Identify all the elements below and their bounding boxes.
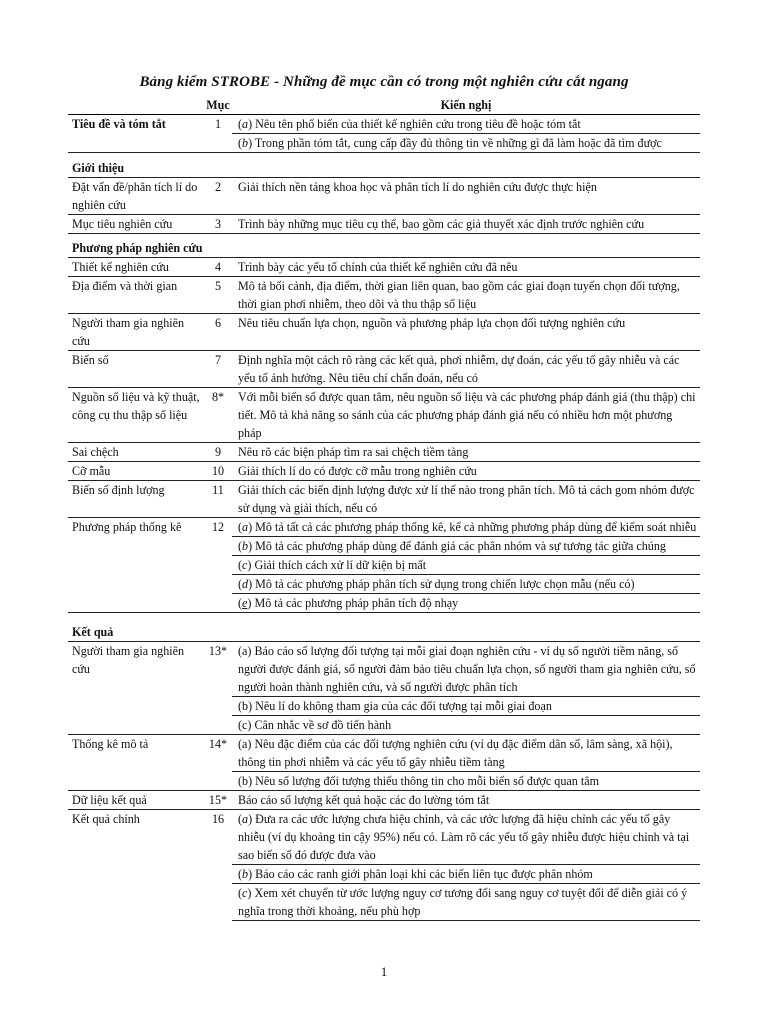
row-recommendation: (d) Mô tả các phương pháp phân tích sử dụng trong chiến lược chọn mẫu (nếu có): [232, 575, 700, 594]
row-recommendation: Giải thích nền tảng khoa học và phân tích lí do nghiên cứu được thực hiện: [232, 178, 700, 215]
row-item-number: 1: [214, 117, 222, 131]
row-item-number: 3: [204, 215, 232, 234]
row-topic: Dữ liệu kết quả: [68, 791, 204, 810]
page-title: Bảng kiểm STROBE - Những đề mục cần có trong một nghiên cứu cắt ngang: [139, 74, 629, 90]
row-item-number: 4: [204, 258, 232, 277]
table-row: [68, 277, 700, 314]
table-row: [68, 215, 700, 234]
row-recommendation: Mô tả bối cảnh, địa điểm, thời gian liên quan, bao gồm các giai đoạn tuyển chọn đối tượng, thời gian phơi nhiễm, theo dõi và thu thập số liệu: [232, 277, 700, 314]
row-recommendation: (b) Trong phần tóm tắt, cung cấp đầy đủ thông tin về những gì đã làm hoặc đã tìm được: [232, 134, 700, 153]
strobe-checklist-table: [68, 96, 700, 921]
header-item: Mục: [206, 98, 230, 112]
row-recommendation: (a) Báo cáo số lượng đối tượng tại mỗi giai đoạn nghiên cứu - ví dụ số người tiềm năng, số người được đánh giá, số người đảm bảo tiêu chuẩn lựa chọn, số người tham gia nghiên cứu, số người hoàn thành nghiên cứu, và số người được phân tích: [232, 642, 700, 697]
table-row: [68, 258, 700, 277]
row-recommendation: Nêu rõ các biện pháp tìm ra sai chệch tiềm tàng: [232, 443, 700, 462]
row-recommendation: (b) Nêu số lượng đối tượng thiếu thông tin cho mỗi biến số được quan tâm: [232, 772, 700, 791]
row-item-number: 6: [204, 314, 232, 351]
row-item-number: 2: [204, 178, 232, 215]
row-recommendation: Trình bày các yếu tố chính của thiết kế nghiên cứu đã nêu: [232, 258, 700, 277]
page-number: 1: [380, 964, 388, 979]
row-topic: Cỡ mẫu: [68, 462, 204, 481]
row-recommendation: Báo cáo số lượng kết quả hoặc các đo lường tóm tắt: [232, 791, 700, 810]
table-row: [68, 810, 700, 865]
row-topic: Nguồn số liệu và kỹ thuật, công cụ thu thập số liệu: [68, 388, 204, 443]
row-item-number: 10: [204, 462, 232, 481]
table-row: [68, 735, 700, 772]
table-row: [68, 481, 700, 518]
table-row: [68, 462, 700, 481]
row-item-number: 7: [204, 351, 232, 388]
row-topic: Người tham gia nghiên cứu: [68, 642, 204, 735]
table-row: [68, 115, 700, 134]
header-topic: [68, 96, 204, 115]
row-topic: Phương pháp thống kê: [68, 518, 204, 613]
row-recommendation: Với mỗi biến số được quan tâm, nêu nguồn số liệu và các phương pháp đánh giá (thu thập) chi tiết. Mô tả khả năng so sánh của các phương pháp đánh giá nếu có nhiều hơn một phương pháp: [232, 388, 700, 443]
row-topic: Địa điểm và thời gian: [68, 277, 204, 314]
row-recommendation: (c) Xem xét chuyển từ ước lượng nguy cơ tương đối sang nguy cơ tuyệt đối để diễn giải có ý nghĩa trong thời khoảng, nếu phù hợp: [232, 884, 700, 921]
row-recommendation: (e) Mô tả các phương pháp phân tích độ nhạy: [232, 594, 700, 613]
row-topic: Biến số định lượng: [68, 481, 204, 518]
row-topic: Kết quả chính: [68, 810, 204, 921]
row-recommendation: (a) Mô tả tất cả các phương pháp thống kê, kể cả những phương pháp dùng để kiểm soát nhiễu: [232, 518, 700, 537]
row-item-number: 14*: [204, 735, 232, 791]
row-recommendation: (b) Báo cáo các ranh giới phân loại khi các biến liên tục được phân nhóm: [232, 865, 700, 884]
row-item-number: 16: [204, 810, 232, 921]
row-topic: Sai chệch: [68, 443, 204, 462]
row-item-number: 8*: [204, 388, 232, 443]
section-heading: Phương pháp nghiên cứu: [68, 234, 700, 258]
table-row: [68, 178, 700, 215]
row-topic: Người tham gia nghiên cứu: [68, 314, 204, 351]
row-recommendation: (a) Nêu tên phổ biến của thiết kế nghiên cứu trong tiêu đề hoặc tóm tắt: [238, 117, 581, 131]
row-topic: Tiêu đề và tóm tắt: [72, 117, 166, 131]
row-item-number: 13*: [204, 642, 232, 735]
header-recommendation: Kiến nghị: [440, 98, 492, 112]
row-recommendation: Nêu tiêu chuẩn lựa chọn, nguồn và phương pháp lựa chọn đối tượng nghiên cứu: [232, 314, 700, 351]
table-row: [68, 518, 700, 537]
section-row: [68, 613, 700, 642]
row-recommendation: (a) Đưa ra các ước lượng chưa hiệu chỉnh, và các ước lượng đã hiệu chỉnh các yếu tố gây nhiễu (ví dụ khoảng tin cậy 95%) nếu có. Làm rõ các yếu tố gây nhiễu được hiệu chỉnh và tại sao biến số đó được đưa vào: [232, 810, 700, 865]
row-item-number: 11: [204, 481, 232, 518]
section-row: [68, 234, 700, 258]
row-item-number: 12: [204, 518, 232, 613]
row-topic: Biến số: [68, 351, 204, 388]
table-row: [68, 388, 700, 443]
row-recommendation: (b) Mô tả các phương pháp dùng để đánh giá các phân nhóm và sự tương tác giữa chúng: [232, 537, 700, 556]
row-recommendation: Giải thích lí do có được cỡ mẫu trong nghiên cứu: [232, 462, 700, 481]
row-recommendation: (a) Nêu đặc điểm của các đối tượng nghiên cứu (ví dụ đặc điểm dân số, lâm sàng, xã hội), thông tin phơi nhiễm và các yếu tố gây nhiễu tiềm tàng: [232, 735, 700, 772]
row-topic: Mục tiêu nghiên cứu: [68, 215, 204, 234]
row-topic: Đặt vấn đề/phân tích lí do nghiên cứu: [68, 178, 204, 215]
table-header-row: [68, 96, 700, 115]
table-row: [68, 791, 700, 810]
table-row: [68, 443, 700, 462]
table-row: [68, 314, 700, 351]
row-recommendation: Giải thích các biến định lượng được xử lí thế nào trong phân tích. Mô tả cách gom nhóm được sử dụng và giải thích, nếu có: [232, 481, 700, 518]
row-item-number: 5: [204, 277, 232, 314]
row-item-number: 15*: [204, 791, 232, 810]
section-heading: Giới thiệu: [68, 153, 700, 178]
section-heading: Kết quả: [68, 613, 700, 642]
table-row: [68, 642, 700, 697]
table-row: [68, 351, 700, 388]
row-topic: Thống kê mô tả: [68, 735, 204, 791]
section-row: [68, 153, 700, 178]
row-topic: Thiết kế nghiên cứu: [68, 258, 204, 277]
row-recommendation: Trình bày những mục tiêu cụ thể, bao gồm các giả thuyết xác định trước nghiên cứu: [232, 215, 700, 234]
row-recommendation: (c) Cân nhắc về sơ đồ tiến hành: [232, 716, 700, 735]
row-recommendation: (b) Nêu lí do không tham gia của các đối tượng tại mỗi giai đoạn: [232, 697, 700, 716]
row-recommendation: (c) Giải thích cách xử lí dữ kiện bị mất: [232, 556, 700, 575]
row-item-number: 9: [204, 443, 232, 462]
row-recommendation: Định nghĩa một cách rõ ràng các kết quả, phơi nhiễm, dự đoán, các yếu tố gây nhiễu và các yếu tố ảnh hưởng. Nêu tiêu chí chẩn đoán, nếu có: [232, 351, 700, 388]
